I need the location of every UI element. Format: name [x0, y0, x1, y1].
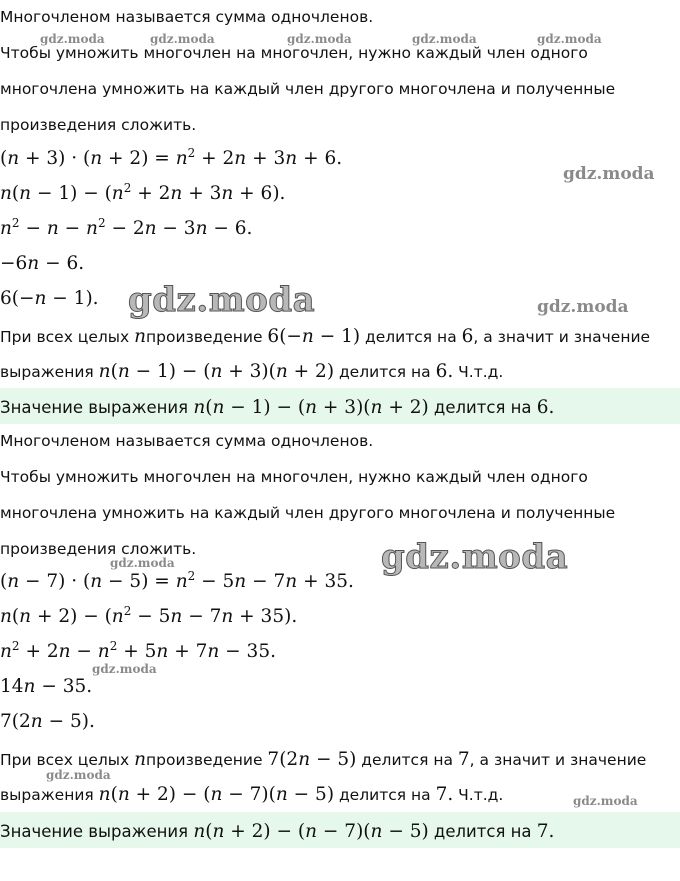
math-step-3: $n^2 + 2n - n^2 + 5n + 7n - 35$. [0, 639, 276, 662]
conclusion-line-2: выражения n(n − 1) − (n + 3)(n + 2) делится на 6. Ч.т.д. [0, 361, 504, 382]
rule-text-line-3: произведения сложить. [0, 540, 197, 558]
watermark-logo: gdz.moda [110, 556, 175, 570]
watermark-logo: gdz.moda [537, 297, 629, 317]
answer-highlight [0, 388, 680, 424]
watermark-logo: gdz.moda [40, 32, 105, 46]
watermark-logo-large: gdz.moda [128, 280, 316, 320]
math-step-1: $(n + 3) \cdot (n + 2) = n^2 + 2n + 3n + 6$. [0, 146, 343, 169]
answer-text: Значение выражения n(n − 1) − (n + 3)(n + 2) делится на 6. [0, 397, 555, 418]
watermark-logo: gdz.moda [563, 164, 655, 184]
watermark-logo-large: gdz.moda [381, 537, 569, 577]
rule-text-line-2: многочлена умножить на каждый член другого многочлена и полученные [0, 504, 616, 522]
watermark-logo: gdz.moda [573, 794, 638, 808]
math-step-1: $(n - 7) \cdot (n - 5) = n^2 - 5n - 7n + 35$. [0, 569, 354, 592]
watermark-logo: gdz.moda [287, 32, 352, 46]
conclusion-line-1: При всех целых nпроизведение 6(−n − 1) делится на 6, а значит и значение [0, 326, 651, 347]
definition-text: Многочленом называется сумма одночленов. [0, 8, 374, 26]
math-step-4: 14n − 35. [0, 676, 93, 697]
conclusion-line-1: При всех целых nпроизведение 7(2n − 5) делится на 7, а значит и значение [0, 749, 647, 770]
math-step-5: 7(2n − 5). [0, 711, 95, 732]
answer-highlight [0, 812, 680, 848]
rule-text-line-3: произведения сложить. [0, 116, 197, 134]
definition-text: Многочленом называется сумма одночленов. [0, 432, 374, 450]
math-step-2: $n(n - 1) - (n^2 + 2n + 3n + 6)$. [0, 181, 286, 204]
rule-text-line-1: Чтобы умножить многочлен на многочлен, нужно каждый член одного [0, 44, 588, 62]
watermark-logo: gdz.moda [150, 32, 215, 46]
math-step-2: $n(n + 2) - (n^2 - 5n - 7n + 35)$. [0, 604, 298, 627]
watermark-logo: gdz.moda [537, 32, 602, 46]
rule-text-line-1: Чтобы умножить многочлен на многочлен, нужно каждый член одного [0, 468, 588, 486]
watermark-logo: gdz.moda [46, 768, 111, 782]
rule-text-line-2: многочлена умножить на каждый член другого многочлена и полученные [0, 80, 616, 98]
watermark-logo: gdz.moda [412, 32, 477, 46]
math-step-3: $n^2 - n - n^2 - 2n - 3n - 6$. [0, 216, 253, 239]
math-step-4: −6n − 6. [0, 253, 85, 274]
conclusion-line-2: выражения n(n + 2) − (n − 7)(n − 5) делится на 7. Ч.т.д. [0, 784, 504, 805]
watermark-logo: gdz.moda [92, 662, 157, 676]
answer-text: Значение выражения n(n + 2) − (n − 7)(n − 5) делится на 7. [0, 821, 555, 842]
math-step-5: 6(−n − 1). [0, 288, 99, 309]
